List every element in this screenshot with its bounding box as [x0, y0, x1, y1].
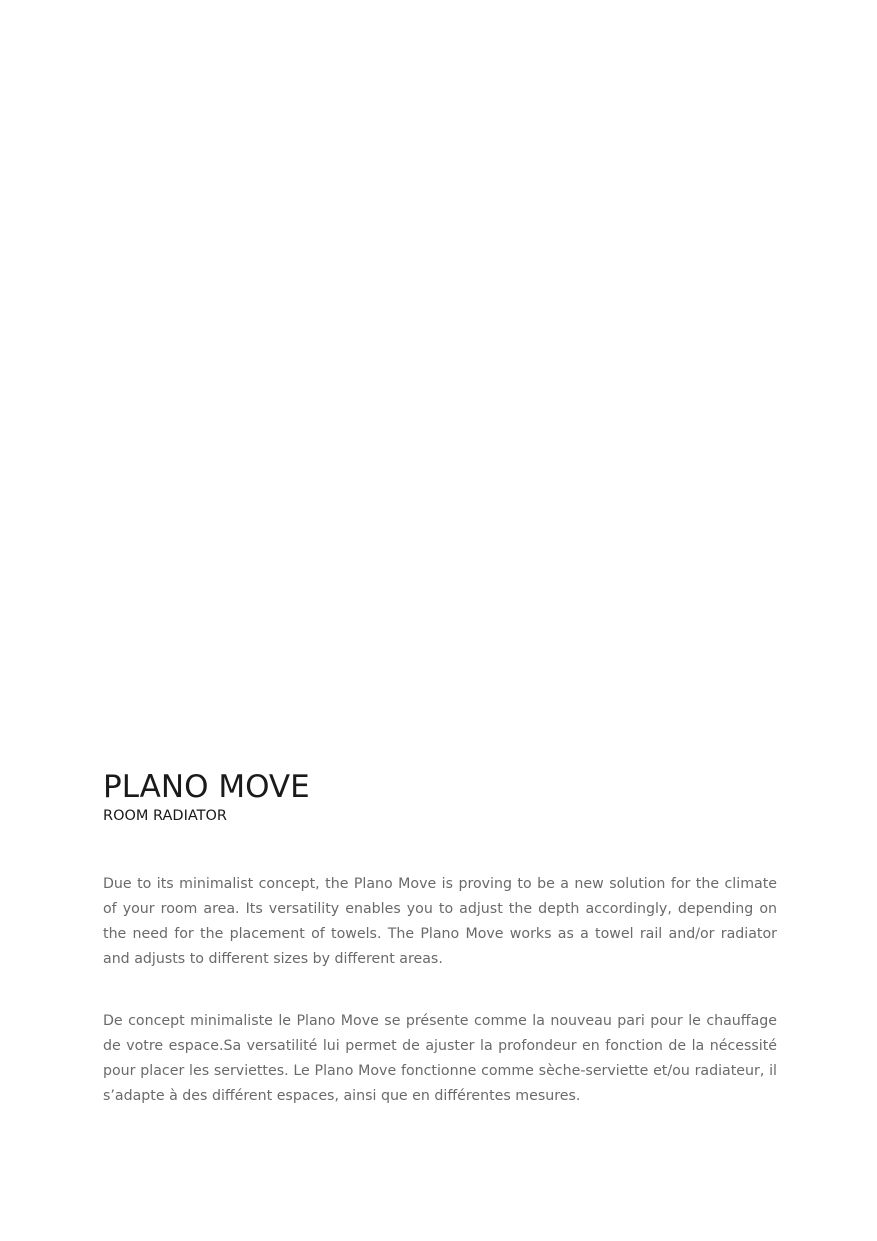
description-french: De concept minimaliste le Plano Move se présente comme la nouveau pari pour le chauffage de votre espace.Sa versatilité lui permet de ajuster la profondeur en fonction de la nécessité pour placer les serviettes. Le Plano Move fonctionne comme sèche-serviette et/ou radiateur, il s’adapte à des différent espaces, ainsi que en différentes mesures. — [103, 1013, 777, 1104]
product-subtitle: ROOM RADIATOR — [103, 808, 228, 824]
description-english: Due to its minimalist concept, the Plano Move is proving to be a new solution for the climate of your room area. Its versatility enables you to adjust the depth accordingly, depending on the need for the placement of towels. The Plano Move works as a towel rail and/or radiator and adjusts to different sizes by different areas. — [103, 876, 777, 967]
product-title: PLANO MOVE — [103, 769, 310, 805]
product-text-block — [103, 770, 777, 1109]
